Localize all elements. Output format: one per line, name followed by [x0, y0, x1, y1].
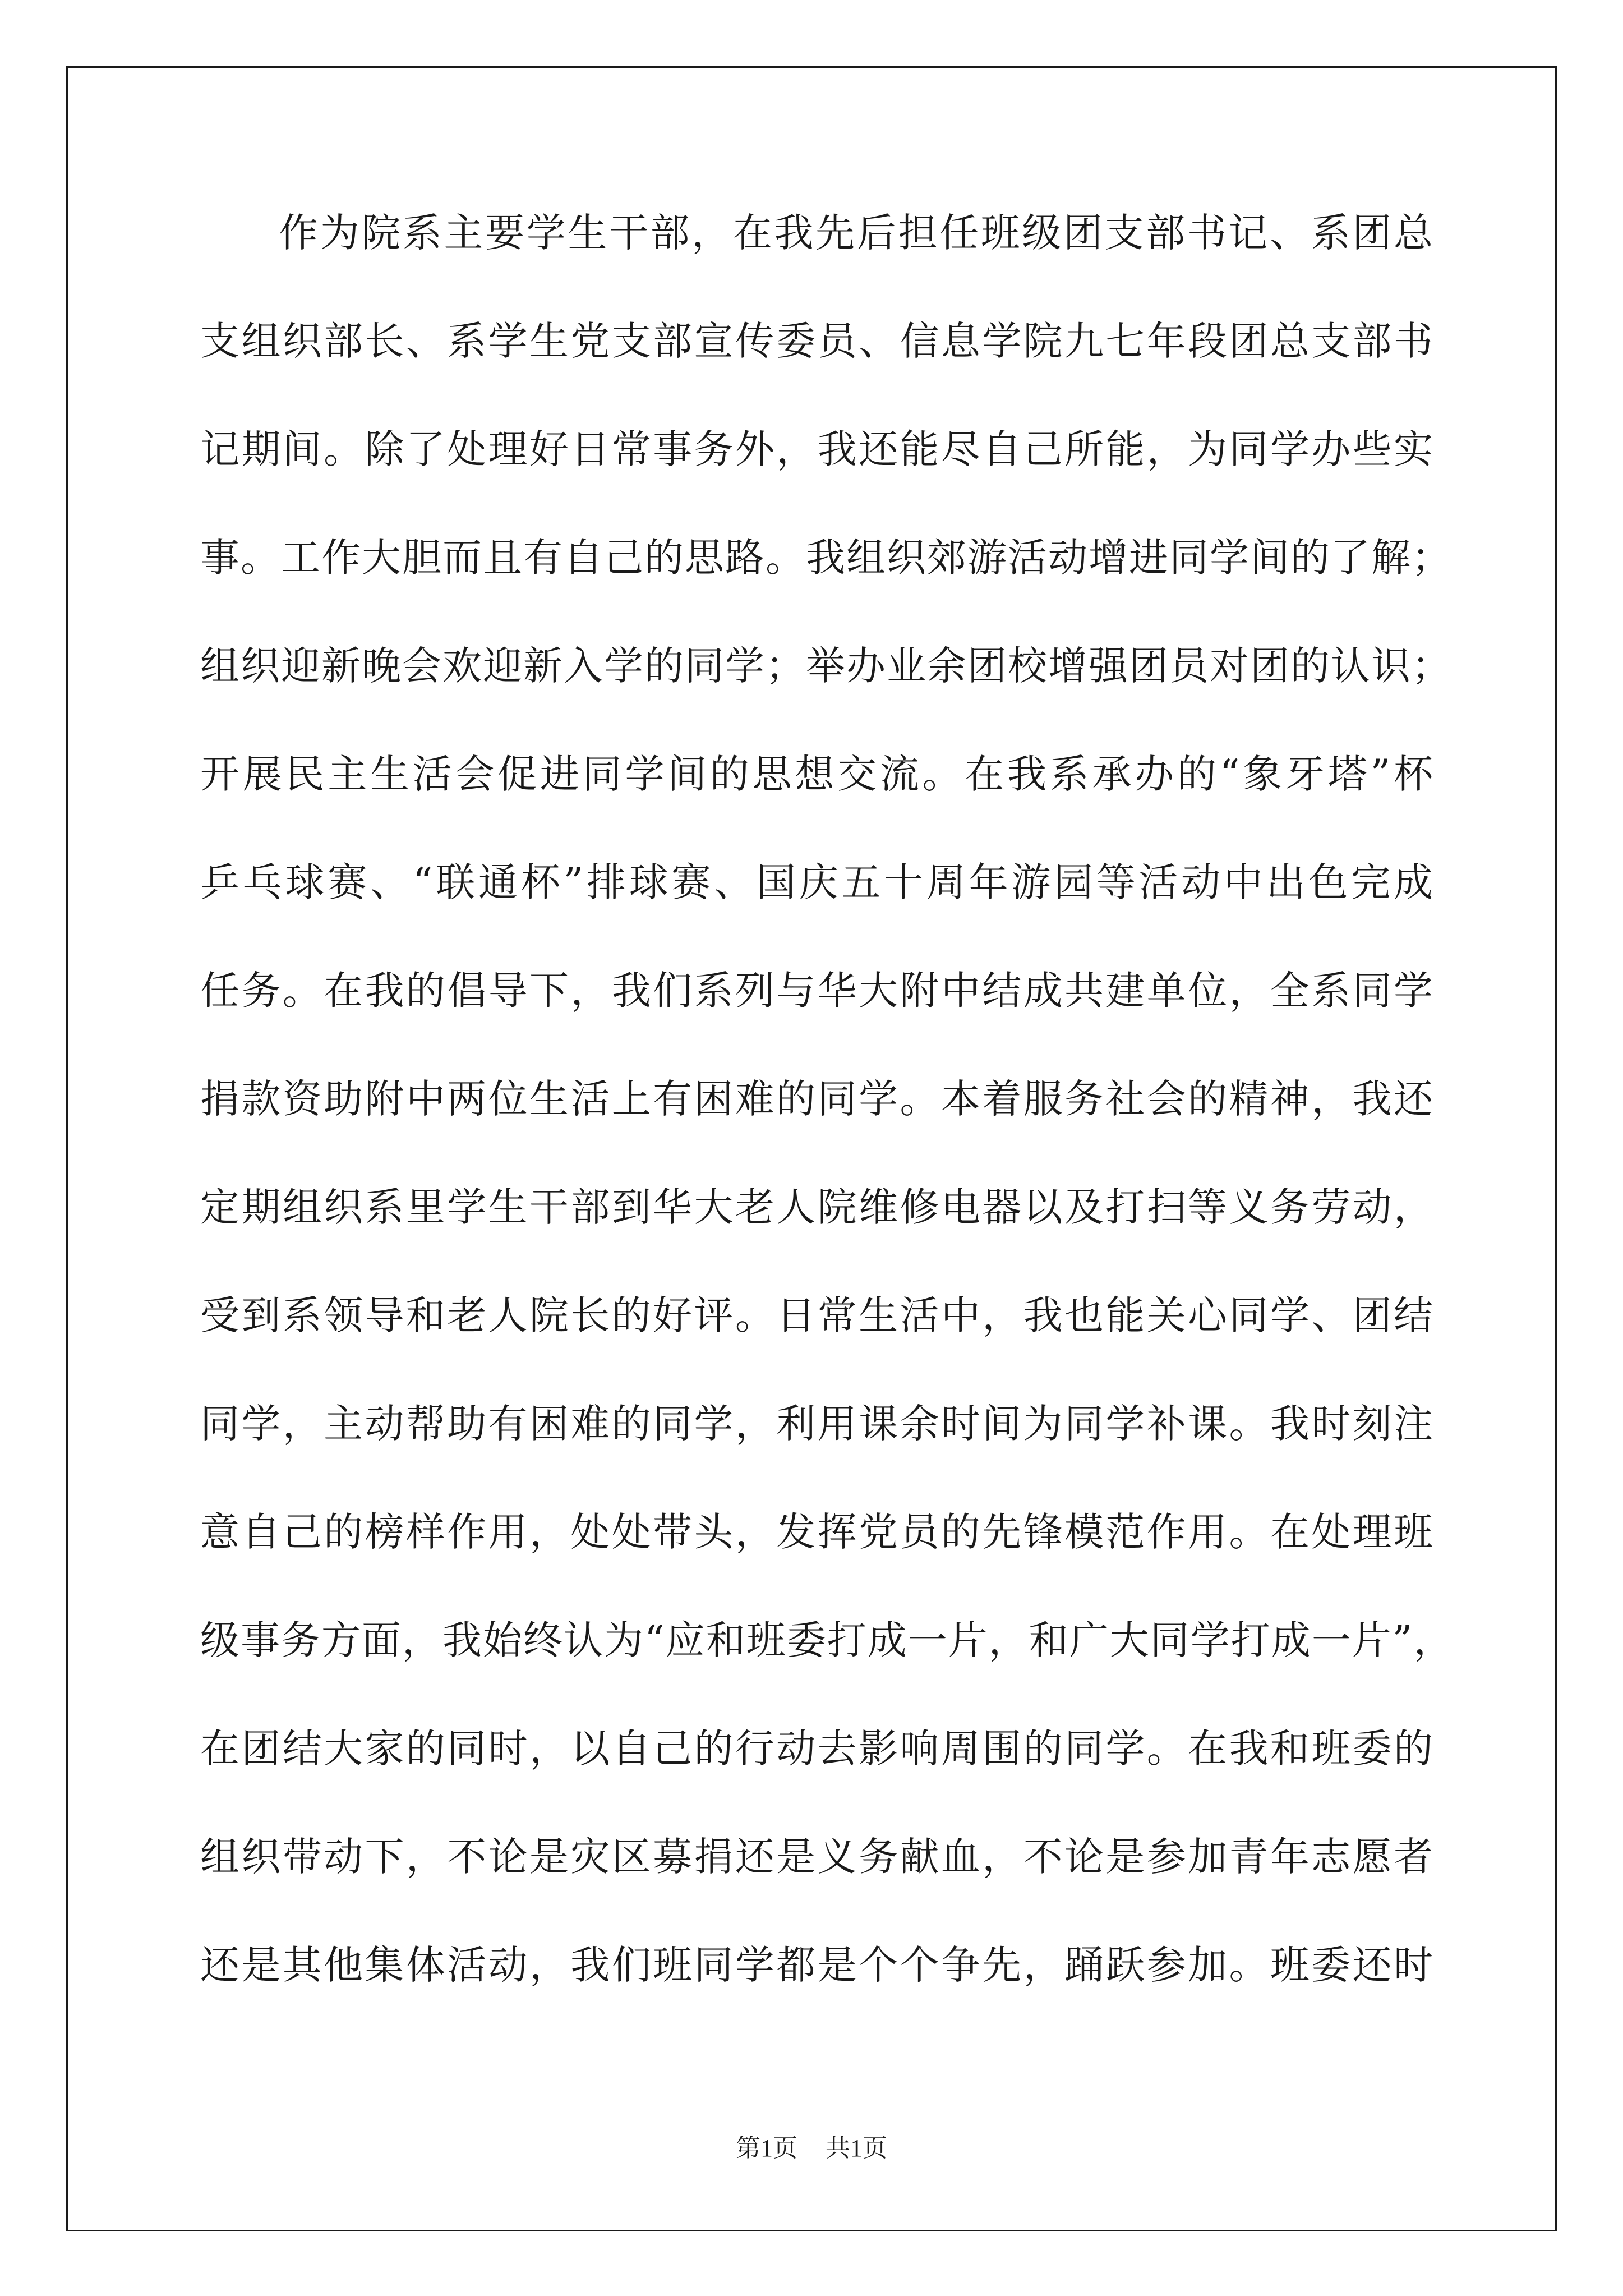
text-line: 定期组织系里学生干部到华大老人院维修电器以及打扫等义务劳动，: [200, 1184, 1434, 1230]
text-line: 意自己的榜样作用，处处带头，发挥党员的先锋模范作用。在处理班: [200, 1509, 1434, 1555]
page-total: 共1页: [826, 2134, 887, 2162]
text-line: 同学，主动帮助有困难的同学，利用课余时间为同学补课。我时刻注: [200, 1401, 1434, 1447]
text-line: 受到系领导和老人院长的好评。日常生活中，我也能关心同学、团结: [200, 1292, 1434, 1338]
text-line: 组织带动下，不论是灾区募捐还是义务献血，不论是参加青年志愿者: [200, 1834, 1434, 1880]
text-line: 记期间。除了处理好日常事务外，我还能尽自己所能，为同学办些实: [200, 426, 1434, 472]
text-line: 事。工作大胆而且有自己的思路。我组织郊游活动增进同学间的了解；: [200, 535, 1452, 581]
text-line: 在团结大家的同时，以自己的行动去影响周围的同学。在我和班委的: [200, 1726, 1434, 1772]
text-line: 级事务方面，我始终认为“应和班委打成一片，和广大同学打成一片”，: [200, 1617, 1454, 1663]
text-line: 组织迎新晚会欢迎新入学的同学；举办业余团校增强团员对团的认识；: [200, 643, 1452, 689]
page-number: 第1页: [736, 2134, 797, 2162]
text-line: 开展民主生活会促进同学间的思想交流。在我系承办的“象牙塔”杯: [200, 751, 1434, 797]
text-line: 支组织部长、系学生党支部宣传委员、信息学院九七年段团总支部书: [200, 318, 1434, 364]
text-line: 作为院系主要学生干部，在我先后担任班级团支部书记、系团总: [279, 210, 1434, 256]
text-line: 还是其他集体活动，我们班同学都是个个争先，踊跃参加。班委还时: [200, 1942, 1434, 1988]
body-paragraph: [200, 210, 1454, 2054]
page-footer: [0, 2136, 1623, 2161]
text-line: 任务。在我的倡导下，我们系列与华大附中结成共建单位，全系同学: [200, 968, 1434, 1014]
text-line: 捐款资助附中两位生活上有困难的同学。本着服务社会的精神，我还: [200, 1076, 1434, 1122]
text-line: 乒乓球赛、“联通杯”排球赛、国庆五十周年游园等活动中出色完成: [200, 859, 1434, 905]
